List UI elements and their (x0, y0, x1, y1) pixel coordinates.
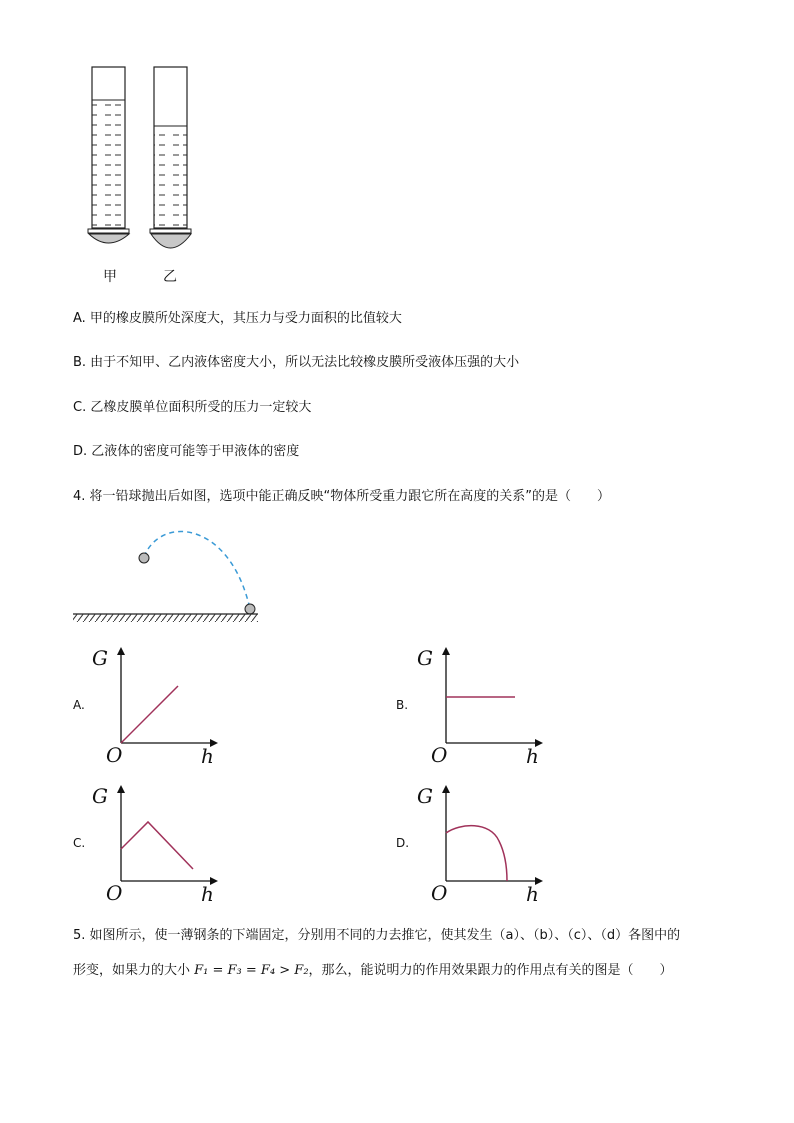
q5-line1: 5. 如图所示，使一薄钢条的下端固定，分别用不同的力去推它，使其发生（a）、（b）、（c）、（d）各图中的 (73, 928, 681, 943)
graph-b-x-label: h (526, 744, 539, 768)
graph-d-option-label: D. (396, 836, 410, 850)
tube-label-yi: 乙 (163, 269, 177, 285)
test-tubes-figure (0, 0, 794, 300)
q3-option-b: B. 由于不知甲、乙内液体密度大小，所以无法比较橡皮膜所受液体压强的大小 (73, 355, 520, 370)
graph-d (415, 783, 555, 913)
q5-line2 (73, 962, 673, 980)
q3-option-c: C. 乙橡皮膜单位面积所受的压力一定较大 (73, 400, 312, 415)
graph-c-origin: O (106, 881, 123, 905)
graph-a-option-label: A. (73, 698, 85, 712)
q5-line2-post: ，那么，能说明力的作用效果跟力的作用点有关的图是（ ） (308, 963, 673, 978)
graph-b (415, 645, 555, 775)
tube-jia (88, 67, 129, 243)
graph-d-curve (446, 826, 507, 881)
graph-b-y-label: G (417, 646, 433, 670)
tube-label-jia: 甲 (103, 269, 117, 285)
graph-a (90, 645, 230, 775)
q5-formula: F₁ = F₃ = F₄ > F₂ (194, 963, 309, 978)
graph-d-origin: O (431, 881, 448, 905)
graph-b-origin: O (431, 743, 448, 767)
ball-end (245, 604, 255, 614)
graph-d-y-label: G (417, 784, 433, 808)
graph-c-y-label: G (92, 784, 108, 808)
q4-stem: 4. 将一铅球抛出后如图，选项中能正确反映“物体所受重力跟它所在高度的关系”的是（ ） (73, 489, 611, 504)
graph-a-curve (121, 686, 178, 743)
projectile-figure (0, 525, 794, 625)
graph-a-x-label: h (201, 744, 214, 768)
ball-start (139, 553, 149, 563)
graph-c (90, 783, 230, 913)
graph-b-option-label: B. (396, 698, 409, 712)
graph-c-x-label: h (201, 882, 214, 906)
q3-option-d: D. 乙液体的密度可能等于甲液体的密度 (73, 444, 300, 459)
q5-line2-pre: 形变，如果力的大小 (73, 963, 195, 978)
q3-option-a: A. 甲的橡皮膜所处深度大，其压力与受力面积的比值较大 (73, 311, 402, 326)
graph-a-y-label: G (92, 646, 108, 670)
graph-a-origin: O (106, 743, 123, 767)
graph-d-x-label: h (526, 882, 539, 906)
graph-c-curve (121, 822, 193, 869)
graph-c-option-label: C. (73, 836, 86, 850)
ground-hatch (73, 614, 258, 622)
tube-yi (150, 67, 191, 248)
